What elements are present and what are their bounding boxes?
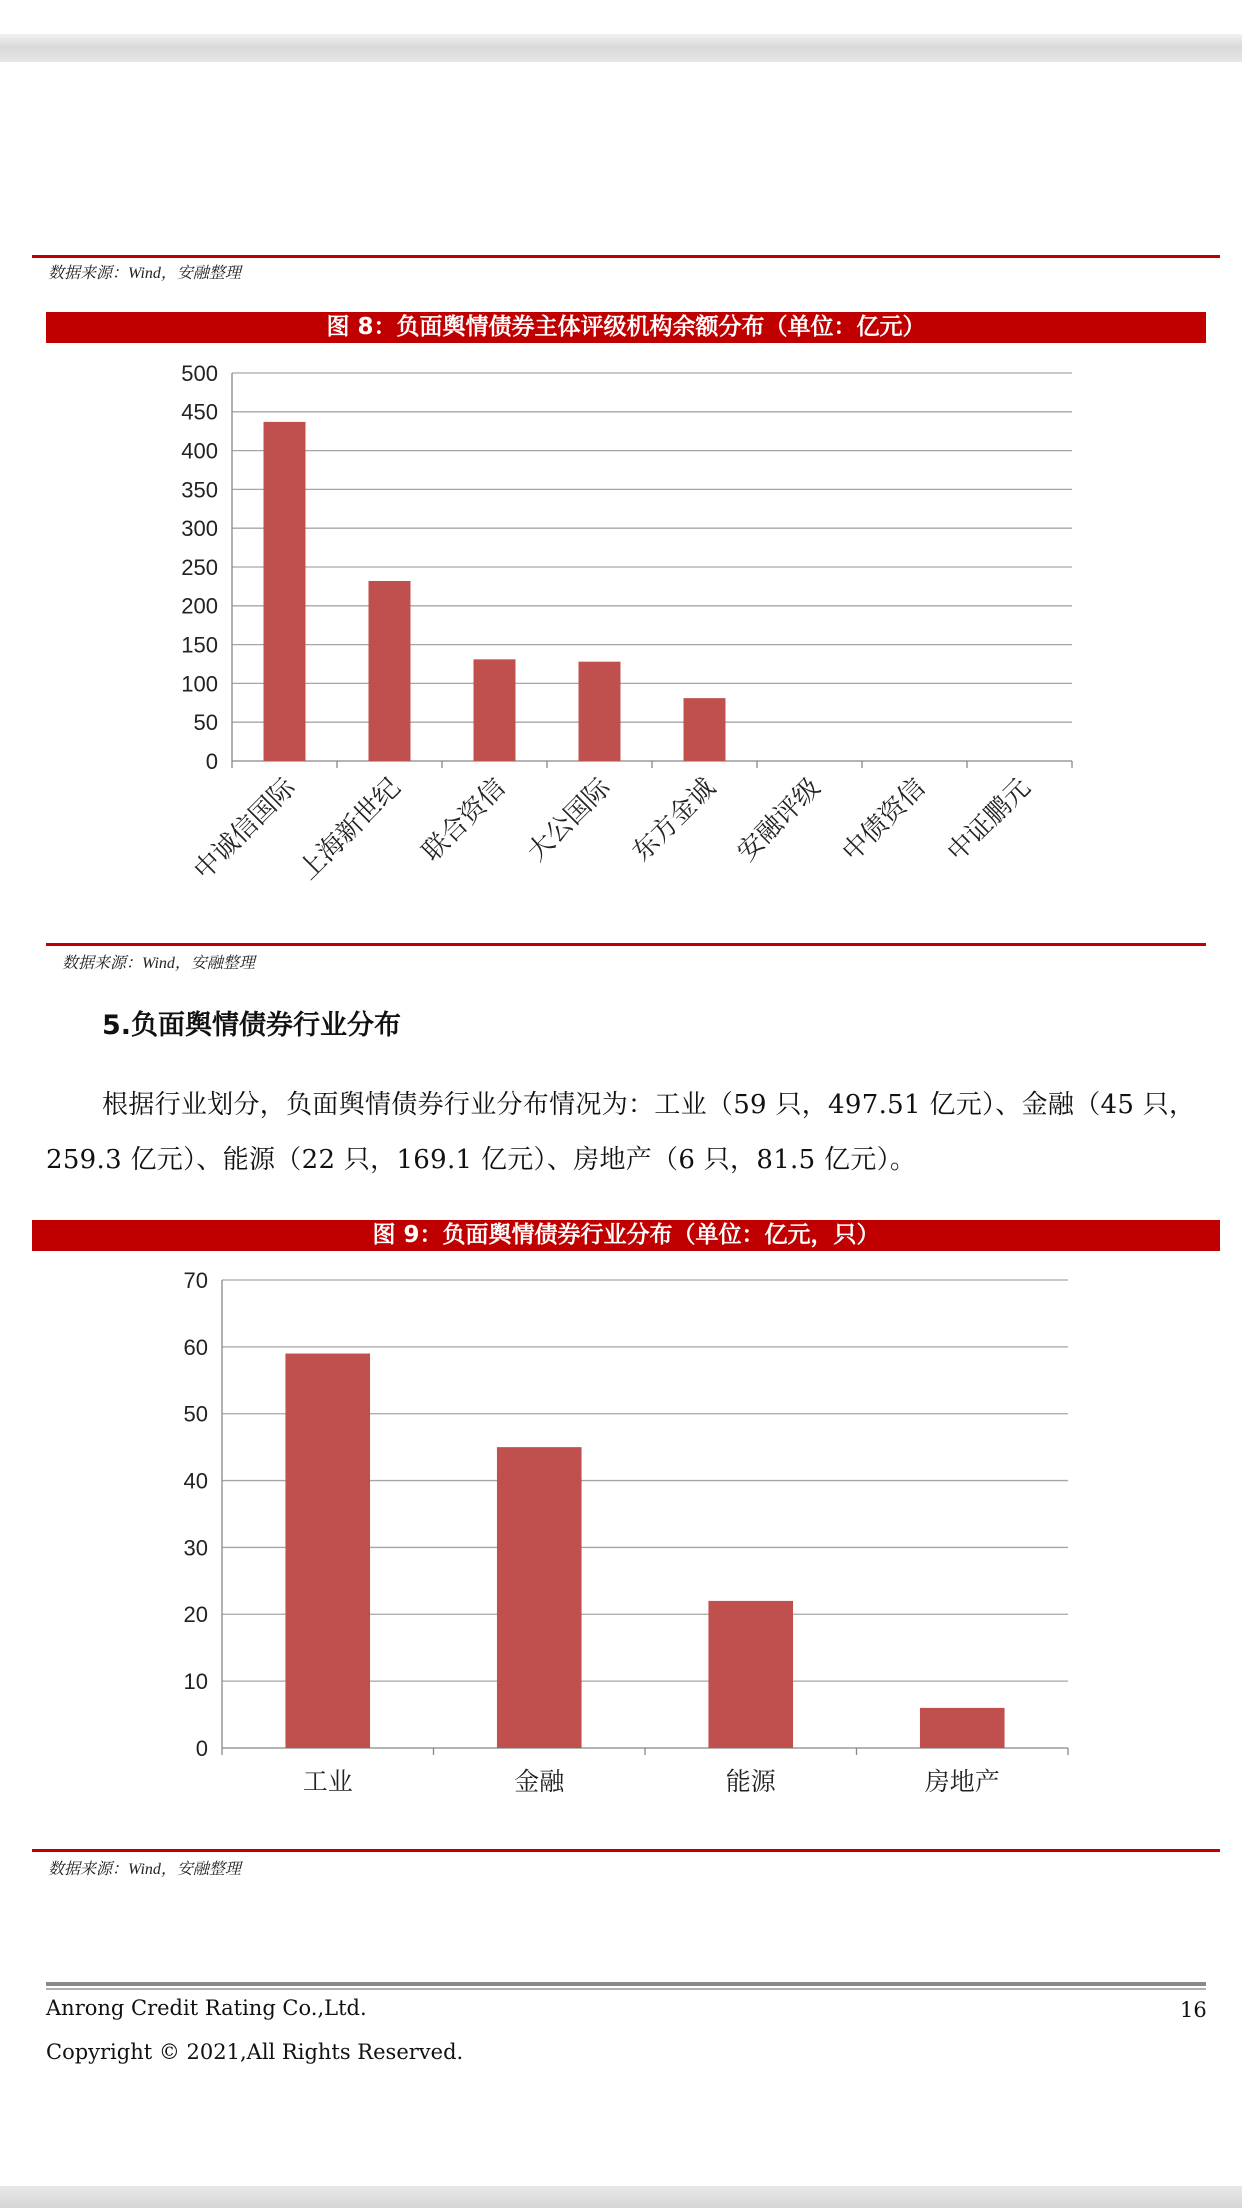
- bar: [920, 1708, 1005, 1748]
- source-note-fig8: 数据来源：Wind，安融整理: [62, 955, 255, 972]
- bar: [684, 698, 726, 761]
- x-category-label: 中债资信: [836, 772, 932, 868]
- bar: [264, 422, 306, 761]
- y-tick-label: 0: [195, 1735, 208, 1761]
- x-category-label: 安融评级: [731, 772, 827, 868]
- bar: [708, 1601, 793, 1748]
- figure-8-title: 图 8：负面舆情债券主体评级机构余额分布（单位：亿元）: [46, 312, 1206, 343]
- footer-rule: [46, 1982, 1206, 1986]
- y-tick-label: 70: [183, 1267, 208, 1293]
- x-category-label: 工业: [302, 1767, 353, 1796]
- figure-9-title: 图 9：负面舆情债券行业分布（单位：亿元，只）: [32, 1220, 1220, 1251]
- x-category-label: 上海新世纪: [293, 772, 407, 886]
- y-tick-label: 450: [181, 399, 218, 425]
- x-category-label: 中证鹏元: [941, 772, 1037, 868]
- y-tick-label: 300: [181, 516, 218, 542]
- x-category-label: 大公国际: [521, 772, 617, 868]
- y-tick-label: 350: [181, 477, 218, 503]
- section-heading: 5.负面舆情债券行业分布: [102, 1010, 402, 1041]
- y-tick-label: 20: [183, 1602, 208, 1628]
- x-category-label: 房地产: [924, 1767, 1000, 1796]
- page-number: 16: [1180, 1998, 1207, 2022]
- section-paragraph: 根据行业划分，负面舆情债券行业分布情况为：工业（59 只，497.51 亿元）、金融（45 只，259.3 亿元）、能源（22 只，169.1 亿元）、房地产（6 只，81.5 亿元）。: [46, 1090, 1196, 1175]
- viewer-bottom-band: [0, 2186, 1242, 2208]
- y-tick-label: 40: [183, 1468, 208, 1494]
- y-tick-label: 50: [183, 1401, 208, 1427]
- y-tick-label: 30: [183, 1535, 208, 1561]
- y-tick-label: 500: [181, 360, 218, 386]
- bar: [579, 662, 621, 761]
- x-category-label: 联合资信: [416, 772, 512, 868]
- bar: [369, 581, 411, 761]
- y-tick-label: 150: [181, 632, 218, 658]
- y-tick-label: 50: [193, 710, 218, 736]
- y-tick-label: 10: [183, 1669, 208, 1695]
- source-note-fig9: 数据来源：Wind，安融整理: [48, 1861, 241, 1878]
- x-category-label: 东方金诚: [626, 772, 722, 868]
- y-tick-label: 400: [181, 438, 218, 464]
- footer-copyright: Copyright © 2021,All Rights Reserved.: [46, 2040, 464, 2064]
- y-tick-label: 100: [181, 671, 218, 697]
- source-divider-fig9: [32, 1849, 1220, 1852]
- bar: [497, 1447, 582, 1748]
- bar: [474, 659, 516, 761]
- footer-company: Anrong Credit Rating Co.,Ltd.: [46, 1996, 367, 2020]
- y-tick-label: 200: [181, 593, 218, 619]
- source-divider-fig8: [46, 943, 1206, 946]
- bar: [285, 1354, 370, 1748]
- footer-rule-thin: [46, 1988, 1206, 1990]
- x-category-label: 金融: [514, 1767, 565, 1796]
- y-tick-label: 60: [183, 1334, 208, 1360]
- x-category-label: 能源: [725, 1767, 776, 1796]
- source-note-fig7: 数据来源：Wind，安融整理: [48, 265, 241, 282]
- x-category-label: 中诚信国际: [188, 772, 302, 886]
- y-tick-label: 0: [205, 748, 218, 774]
- y-tick-label: 250: [181, 554, 218, 580]
